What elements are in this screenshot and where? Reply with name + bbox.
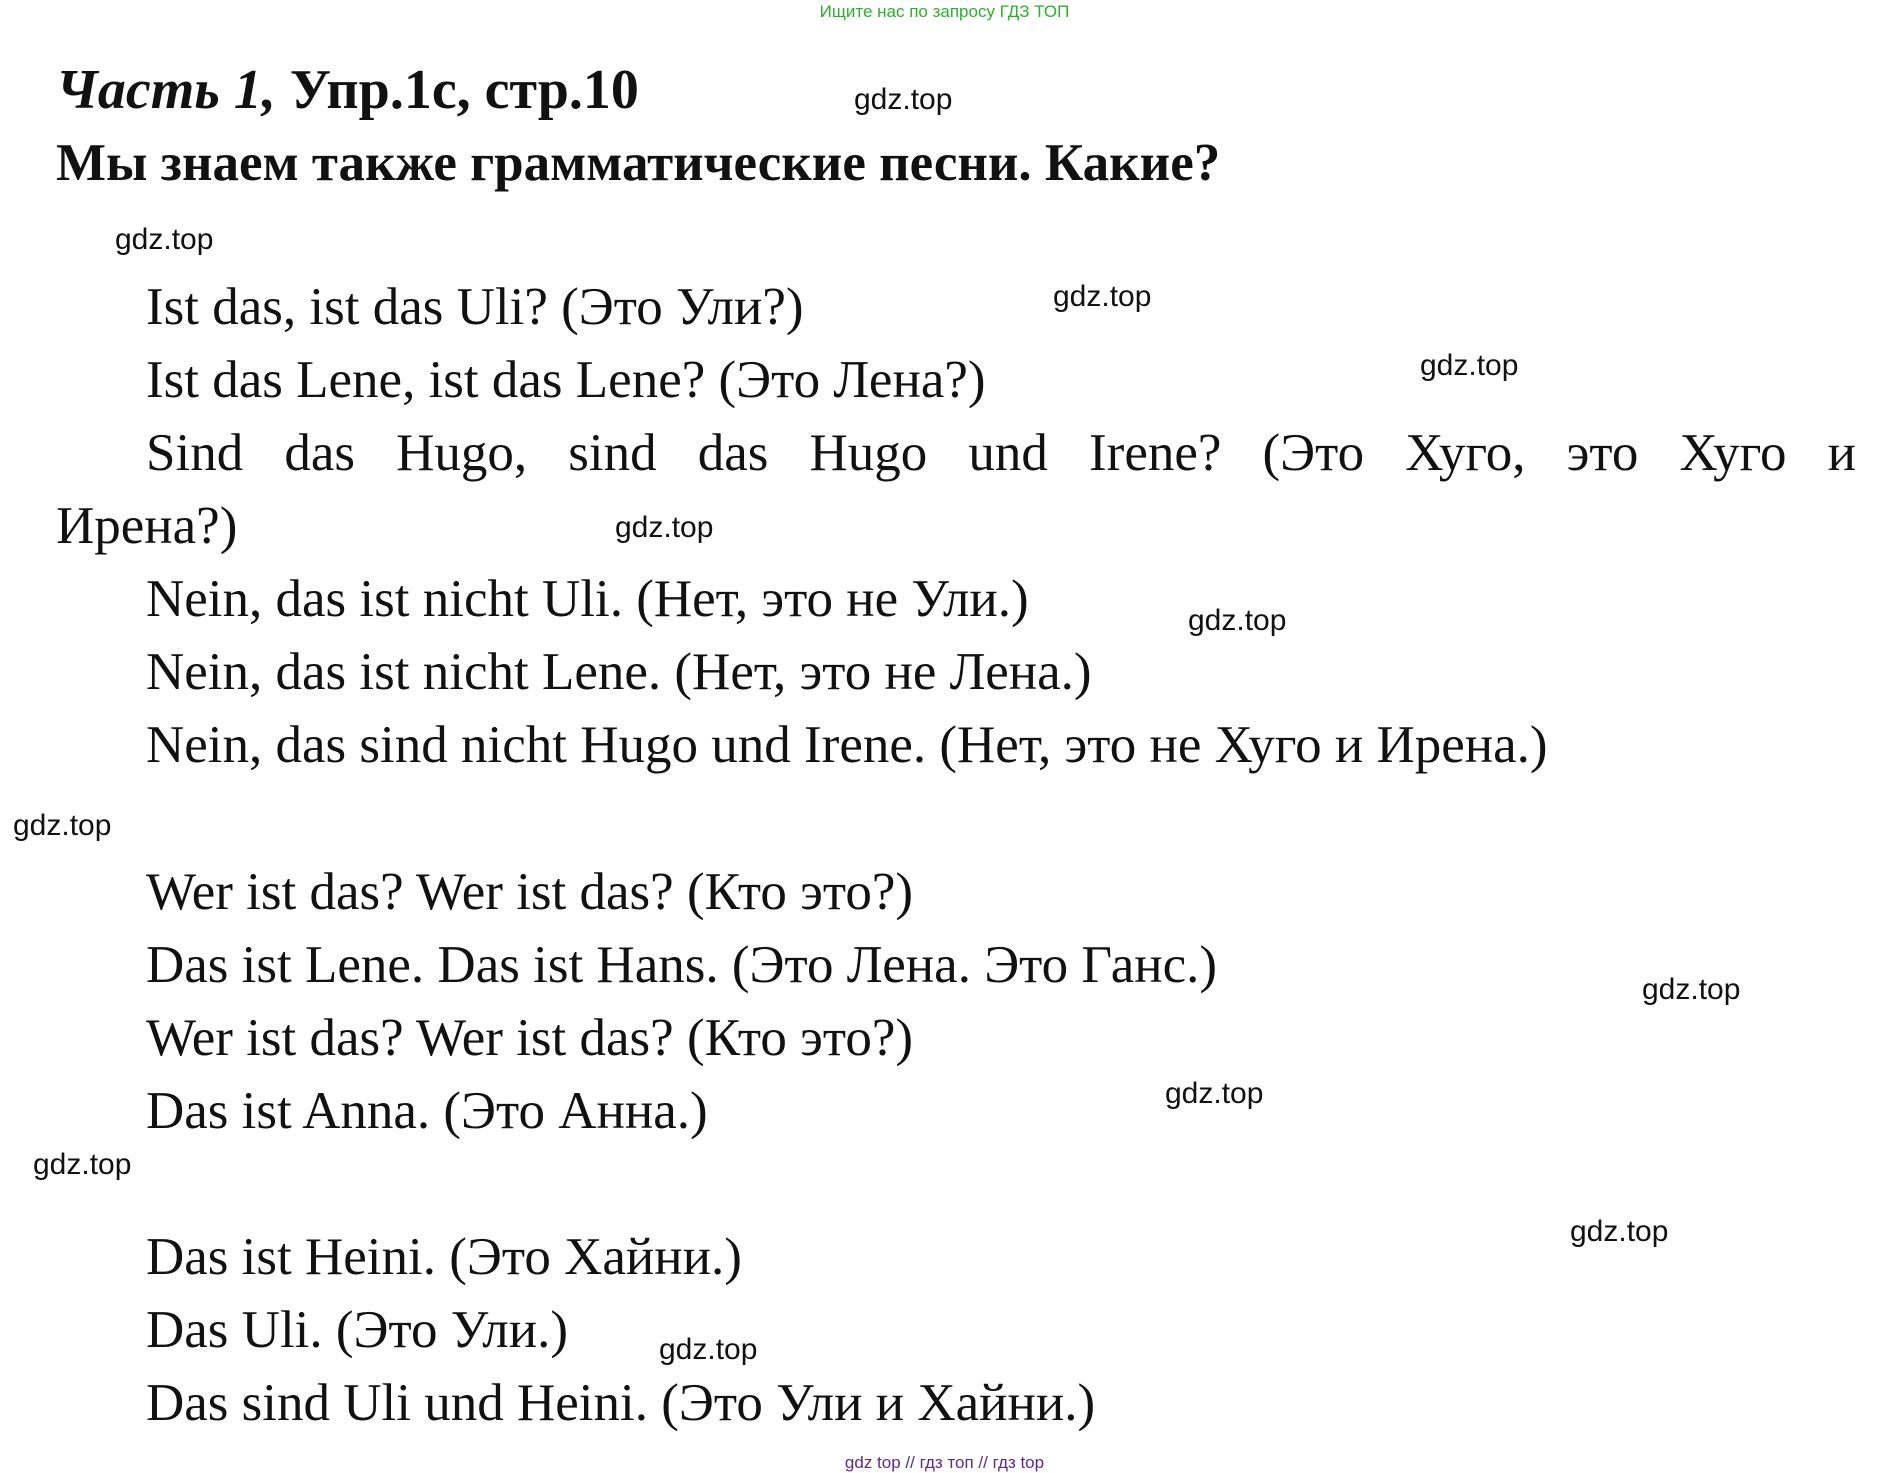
exercise-question: Мы знаем также грамматические песни. Какие? bbox=[56, 134, 1221, 192]
watermark: gdz.top bbox=[13, 809, 112, 842]
watermark: gdz.top bbox=[854, 83, 953, 116]
verse-line: Das Uli. (Это Ули.) bbox=[146, 1301, 569, 1359]
verse-line: Ирена?) bbox=[56, 497, 238, 555]
verse-line: Das sind Uli und Heini. (Это Ули и Хайни.) bbox=[146, 1374, 1096, 1432]
watermark: gdz.top bbox=[1642, 973, 1741, 1006]
verse-line: Wer ist das? Wer ist das? (Кто это?) bbox=[146, 1009, 914, 1067]
verse-line: Das ist Anna. (Это Анна.) bbox=[146, 1082, 708, 1140]
watermark: gdz.top bbox=[1420, 349, 1519, 382]
verse-line: Ist das Lene, ist das Lene? (Это Лена?) bbox=[146, 351, 986, 409]
verse-line: Sind das Hugo, sind das Hugo und Irene? (Это Хуго, это Хуго и bbox=[146, 424, 1856, 482]
verse-line: Wer ist das? Wer ist das? (Кто это?) bbox=[146, 863, 914, 921]
watermark: gdz.top bbox=[1165, 1077, 1264, 1110]
title-part: Часть 1, bbox=[56, 59, 276, 121]
watermark: gdz.top bbox=[1053, 280, 1152, 313]
watermark: gdz.top bbox=[1570, 1215, 1669, 1248]
watermark: gdz.top bbox=[33, 1148, 132, 1181]
search-hint: Ищите нас по запросу ГДЗ ТОП bbox=[819, 2, 1070, 21]
watermark: gdz.top bbox=[1188, 604, 1287, 637]
title-exercise: Упр.1с, стр.10 bbox=[289, 59, 639, 121]
verse-line: Nein, das ist nicht Lene. (Нет, это не Лена.) bbox=[146, 643, 1092, 701]
footer-links: gdz top // гдз топ // гдз top bbox=[844, 1453, 1045, 1472]
watermark: gdz.top bbox=[115, 223, 214, 256]
verse-line: Das ist Lene. Das ist Hans. (Это Лена. Это Ганс.) bbox=[146, 936, 1218, 994]
verse-line: Nein, das ist nicht Uli. (Нет, это не Ули.) bbox=[146, 570, 1029, 628]
watermark: gdz.top bbox=[659, 1333, 758, 1366]
verse-line: Nein, das sind nicht Hugo und Irene. (Нет, это не Хуго и Ирена.) bbox=[146, 716, 1548, 774]
verse-line: Das ist Heini. (Это Хайни.) bbox=[146, 1228, 742, 1286]
watermark: gdz.top bbox=[615, 511, 714, 544]
page-title bbox=[56, 58, 639, 122]
verse-line: Ist das, ist das Uli? (Это Ули?) bbox=[146, 278, 804, 336]
